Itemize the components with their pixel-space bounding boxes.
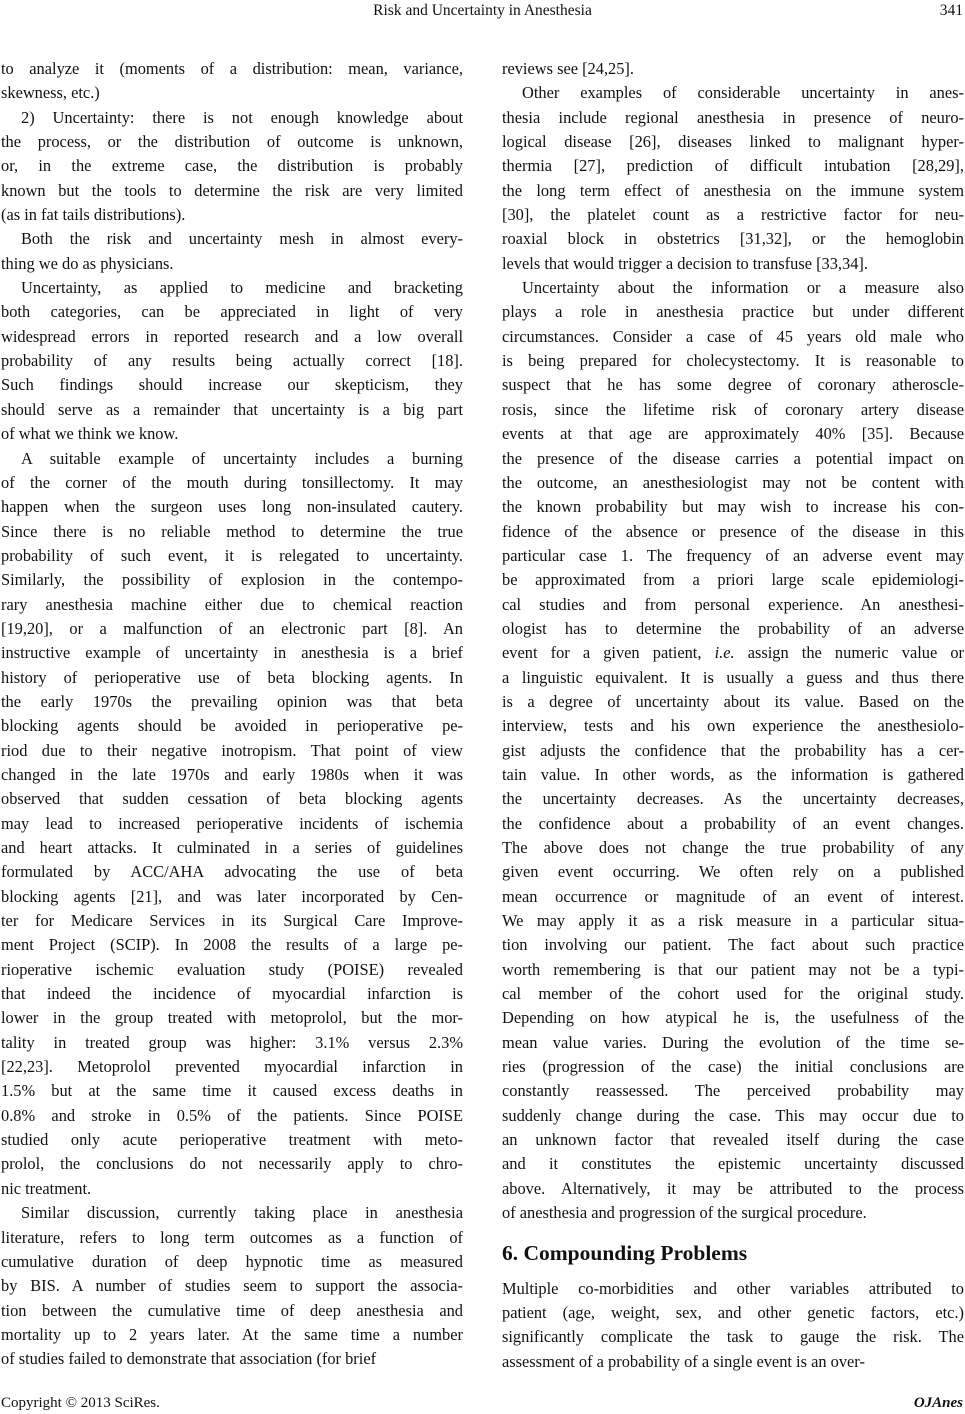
text-line: probability of any results being actually correct [18]. bbox=[1, 351, 463, 371]
right-column bbox=[502, 57, 964, 1374]
text-line: 1.5% but at the same time it caused excess deaths in bbox=[1, 1081, 463, 1101]
text-line: thing we do as physicians. bbox=[1, 253, 174, 273]
text-line: or, in the extreme case, the distribution is probably bbox=[1, 156, 463, 176]
text-line: circumstances. Consider a case of 45 years old male who bbox=[502, 326, 964, 346]
text-line: the uncertainty decreases. As the uncertainty decreases, bbox=[502, 789, 964, 809]
text-line: We may apply it as a risk measure in a particular situa- bbox=[502, 911, 964, 931]
text-line: tion between the cumulative time of deep anesthesia and bbox=[1, 1300, 463, 1320]
paragraph bbox=[502, 57, 964, 81]
text-line: mean occurrence or magnitude of an event of interest. bbox=[502, 886, 964, 906]
text-line: ries (progression of the case) the initial conclusions are bbox=[502, 1057, 964, 1077]
text-line: plays a role in anesthesia practice but under different bbox=[502, 302, 964, 322]
text-line: blocking agents should be avoided in perioperative pe- bbox=[1, 716, 463, 736]
text-line: 2) Uncertainty: there is not enough knowledge about bbox=[21, 107, 463, 127]
text-line: significantly complicate the task to gauge the risk. The bbox=[502, 1327, 964, 1347]
text-line: a linguistic equivalent. It is usually a guess and thus there bbox=[502, 667, 964, 687]
left-column bbox=[1, 57, 463, 1372]
text-line: and heart attacks. It culminated in a series of guidelines bbox=[1, 838, 463, 857]
text-line: tion involving our patient. The fact about such practice bbox=[502, 935, 964, 955]
text-line: is being prepared for cholecystectomy. It is reasonable to bbox=[502, 351, 964, 371]
text-line: (as in fat tails distributions). bbox=[1, 205, 186, 225]
text-line: Such findings should increase our skepticism, they bbox=[1, 375, 463, 395]
text-line: logical disease [26], diseases linked to malignant hyper- bbox=[502, 132, 964, 152]
text-line: rioperative ischemic evaluation study (POISE) revealed bbox=[1, 959, 463, 979]
text-line: gist adjusts the confidence that the probability has a cer- bbox=[502, 740, 964, 760]
text-line: instructive example of uncertainty in anesthesia is a brief bbox=[1, 643, 463, 663]
text-line: mortality up to 2 years later. At the same time a number bbox=[1, 1324, 463, 1344]
text-line: that indeed the incidence of myocardial infarction is bbox=[1, 984, 463, 1004]
running-header bbox=[0, 0, 965, 22]
text-line: Uncertainty about the information or a measure also bbox=[522, 278, 964, 298]
paragraph bbox=[1, 447, 463, 1202]
text-line: is a degree of uncertainty about its value. Based on the bbox=[502, 691, 964, 711]
text-line: Multiple co-morbidities and other variables attributed to bbox=[502, 1278, 964, 1298]
text-line: of what we think we know. bbox=[1, 424, 179, 444]
paragraph bbox=[502, 81, 964, 276]
text-line: the presence of the disease carries a potential impact on bbox=[502, 448, 964, 468]
text-line: thesia include regional anesthesia in presence of neuro- bbox=[502, 107, 964, 127]
text-line: suddenly change during the case. This may occur due to bbox=[502, 1105, 964, 1125]
text-line: rosis, since the lifetime risk of coronary artery disease bbox=[502, 399, 964, 419]
text-line: Similarly, the possibility of explosion in the contempo- bbox=[1, 570, 463, 590]
text-line: Similar discussion, currently taking place in anesthesia bbox=[21, 1203, 463, 1223]
text-line: should serve as a remainder that uncertainty is a big part bbox=[1, 399, 463, 419]
text-line: Other examples of considerable uncertainty in anes- bbox=[522, 83, 964, 103]
text-line: tain value. In other words, as the information is gathered bbox=[502, 764, 964, 784]
section-heading: 6. Compounding Problems bbox=[502, 1240, 748, 1265]
text-line: the process, or the distribution of outcome is unknown, bbox=[1, 132, 463, 152]
text-line: given event occurring. We often rely on a published bbox=[502, 862, 964, 882]
text-line: prolol, the conclusions do not necessarily apply to chro- bbox=[1, 1154, 463, 1174]
text-line: ter for Medicare Services in its Surgical Care Improve- bbox=[1, 911, 463, 931]
text-line: fidence of the absence or presence of the disease in this bbox=[502, 521, 964, 541]
text-line: formulated by ACC/AHA advocating the use of beta bbox=[1, 862, 463, 882]
text-line: cal member of the cohort used for the original study. bbox=[502, 984, 964, 1004]
text-line: tality in treated group was higher: 3.1% versus 2.3% bbox=[1, 1032, 463, 1052]
text-line: levels that would trigger a decision to transfuse [33,34]. bbox=[502, 253, 868, 273]
text-line: studied only acute perioperative treatment with meto- bbox=[1, 1130, 463, 1150]
text-line: mean value varies. During the evolution of the time se- bbox=[502, 1032, 964, 1052]
text-line: suspect that he has some degree of coronary atheroscle- bbox=[502, 375, 964, 395]
text-line: changed in the late 1970s and early 1980s when it was bbox=[1, 764, 463, 784]
text-line: observed that sudden cessation of beta blocking agents bbox=[1, 789, 463, 809]
section-body bbox=[502, 1277, 964, 1374]
text-line: roaxial block in obstetrics [31,32], or the hemoglobin bbox=[502, 229, 964, 249]
text-line: Both the risk and uncertainty mesh in almost every- bbox=[21, 229, 463, 249]
text-line: blocking agents [21], and was later incorporated by Cen- bbox=[1, 886, 463, 906]
text-line: widespread errors in reported research and a low overall bbox=[1, 326, 463, 346]
paragraph bbox=[1, 276, 463, 446]
text-line: of the corner of the mouth during tonsillectomy. It may bbox=[1, 472, 463, 492]
text-line: [22,23]. Metoprolol prevented myocardial infarction in bbox=[1, 1057, 463, 1077]
text-line: may lead to increased perioperative incidents of ischemia bbox=[1, 813, 463, 833]
text-line: thermia [27], prediction of difficult intubation [28,29], bbox=[502, 156, 964, 176]
text-line: ment Project (SCIP). In 2008 the results of a large pe- bbox=[1, 935, 463, 955]
text-line: constantly reassessed. The perceived probability may bbox=[502, 1081, 964, 1101]
text-line: happen when the surgeon uses long non-insulated cautery. bbox=[1, 497, 463, 517]
paragraph bbox=[1, 1201, 463, 1371]
text-line: by BIS. A number of studies seem to support the associa- bbox=[1, 1276, 463, 1296]
text-line: [30], the platelet count as a restrictive factor for neu- bbox=[502, 205, 964, 225]
text-line: the early 1970s the prevailing opinion was that beta bbox=[1, 691, 463, 711]
right-column-paragraphs bbox=[502, 57, 964, 1226]
text-line: assessment of a probability of a single event is an over- bbox=[502, 1351, 865, 1371]
text-line: ologist has to determine the probability of an adverse bbox=[502, 618, 964, 638]
text-line: events at that age are approximately 40% [35]. Because bbox=[502, 424, 964, 444]
paragraph bbox=[1, 57, 463, 106]
text-line: cumulative duration of deep hypnotic time as measured bbox=[1, 1251, 463, 1271]
text-line: Uncertainty, as applied to medicine and bracketing bbox=[21, 278, 463, 298]
text-line: skewness, etc.) bbox=[1, 83, 100, 103]
text-line: [19,20], or a malfunction of an electronic part [8]. An bbox=[1, 618, 463, 638]
text-line: the confidence about a probability of an event changes. bbox=[502, 813, 964, 833]
text-line: to analyze it (moments of a distribution: mean, variance, bbox=[1, 59, 463, 78]
text-line: literature, refers to long term outcomes as a function of bbox=[1, 1227, 463, 1247]
running-title: Risk and Uncertainty in Anesthesia bbox=[373, 2, 592, 19]
text-line: both categories, can be appreciated in light of very bbox=[1, 302, 463, 322]
text-line: particular case 1. The frequency of an adverse event may bbox=[502, 545, 964, 565]
text-line: the outcome, an anesthesiologist may not be content with bbox=[502, 472, 964, 492]
page-footer bbox=[0, 1393, 965, 1413]
text-line: A suitable example of uncertainty includes a burning bbox=[21, 448, 463, 468]
text-line: nic treatment. bbox=[1, 1178, 92, 1198]
page-number: 341 bbox=[939, 2, 963, 19]
text-line: the long term effect of anesthesia on the immune system bbox=[502, 180, 964, 200]
text-line: patient (age, weight, sex, and other genetic factors, etc.) bbox=[502, 1302, 964, 1322]
text-line: be approximated from a priori large scale epidemiologi- bbox=[502, 570, 964, 590]
text-line: lower in the group treated with metoprolol, but the mor- bbox=[1, 1008, 463, 1028]
journal-abbrev: OJAnes bbox=[913, 1395, 963, 1411]
text-line: event for a given patient, i.e. assign the numeric value or bbox=[502, 643, 965, 663]
text-line: Depending on how atypical he is, the usefulness of the bbox=[502, 1008, 964, 1028]
text-line: cal studies and from personal experience. An anesthesi- bbox=[502, 594, 964, 614]
paragraph bbox=[1, 106, 463, 228]
text-line: rary anesthesia machine either due to chemical reaction bbox=[1, 594, 463, 614]
paragraph bbox=[502, 276, 964, 1225]
text-line: an unknown factor that revealed itself during the case bbox=[502, 1130, 964, 1150]
copyright-notice: Copyright © 2013 SciRes. bbox=[1, 1395, 160, 1411]
text-line: known but the tools to determine the risk are very limited bbox=[1, 180, 463, 200]
text-line: of studies failed to demonstrate that association (for brief bbox=[1, 1349, 377, 1369]
text-line: of anesthesia and progression of the surgical procedure. bbox=[502, 1203, 867, 1223]
text-line: probability of such event, it is relegated to uncertainty. bbox=[1, 545, 463, 565]
text-line: riod due to their negative inotropism. That point of view bbox=[1, 740, 463, 760]
text-line: the known probability but may wish to increase his con- bbox=[502, 497, 964, 517]
text-line: above. Alternatively, it may be attributed to the process bbox=[502, 1178, 964, 1198]
text-line: The above does not change the true probability of any bbox=[502, 838, 964, 857]
text-line: and it constitutes the epistemic uncertainty discussed bbox=[502, 1154, 964, 1174]
text-line: Since there is no reliable method to determine the true bbox=[1, 521, 463, 541]
text-line: reviews see [24,25]. bbox=[502, 59, 634, 78]
paragraph bbox=[1, 227, 463, 276]
text-line: worth remembering is that our patient may not be a typi- bbox=[502, 959, 964, 979]
text-line: 0.8% and stroke in 0.5% of the patients. Since POISE bbox=[1, 1105, 463, 1125]
text-line: history of perioperative use of beta blocking agents. In bbox=[1, 667, 463, 687]
text-line: interview, tests and his own experience the anesthesiolo- bbox=[502, 716, 964, 736]
